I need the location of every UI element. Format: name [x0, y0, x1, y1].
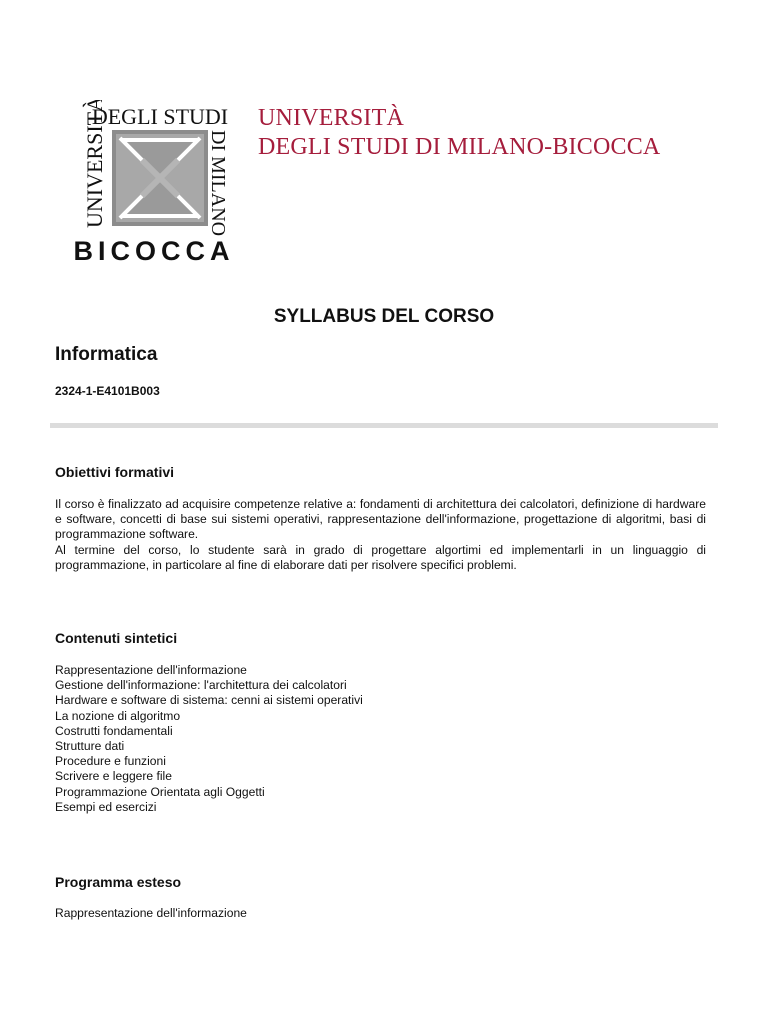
list-item: Costrutti fondamentali: [55, 723, 173, 738]
list-item: Hardware e software di sistema: cenni ai sistemi operativi: [55, 693, 363, 708]
list-item: Esempi ed esercizi: [55, 799, 157, 814]
contenuti-list: [55, 663, 363, 815]
list-item: Rappresentazione dell'informazione: [55, 663, 247, 677]
obiettivi-paragraph-2: Al termine del corso, lo studente sarà in grado di progettare algortimi ed implementarli in un linguaggio di programmazione, in particolare al fine di elaborare dati per risolvere specifici problemi.: [55, 543, 706, 572]
list-item: Programmazione Orientata agli Oggetti: [55, 784, 265, 799]
university-name: [258, 104, 660, 162]
course-title: Informatica: [55, 344, 158, 365]
svg-text:BICOCCA: BICOCCA: [73, 236, 232, 264]
svg-text:UNIVERSITÀ: UNIVERSITÀ: [82, 100, 107, 228]
list-item: Procedure e funzioni: [55, 754, 166, 769]
section-divider: [50, 423, 718, 428]
university-name-line1: UNIVERSITÀ: [258, 105, 404, 131]
course-code: 2324-1-E4101B003: [55, 384, 160, 398]
document-heading: SYLLABUS DEL CORSO: [273, 306, 495, 327]
svg-text:DEGLI STUDI: DEGLI STUDI: [91, 104, 229, 129]
section-title-obiettivi: Obiettivi formativi: [55, 464, 175, 480]
list-item: La nozione di algoritmo: [55, 708, 181, 723]
programma-first-line: Rappresentazione dell'informazione: [55, 906, 247, 920]
university-name-line2: DEGLI STUDI DI MILANO-BICOCCA: [258, 134, 661, 160]
obiettivi-paragraph-1: Il corso è finalizzato ad acquisire competenze relative a: fondamenti di architettura dei calcolatori, definizione di hardware e software, concetti di base sui sistemi operativi, rappresentazione dell'informazione, progettazione di algoritmi, basi di programmazione software.: [55, 497, 706, 541]
section-title-contenuti: Contenuti sintetici: [55, 630, 178, 646]
list-item: Scrivere e leggere file: [55, 769, 172, 784]
list-item: Strutture dati: [55, 739, 125, 754]
section-title-programma: Programma esteso: [55, 874, 182, 890]
svg-text:DI MILANO: DI MILANO: [207, 130, 229, 237]
list-item: Gestione dell'informazione: l'architettura dei calcolatori: [55, 678, 347, 693]
university-logo: [72, 100, 232, 264]
